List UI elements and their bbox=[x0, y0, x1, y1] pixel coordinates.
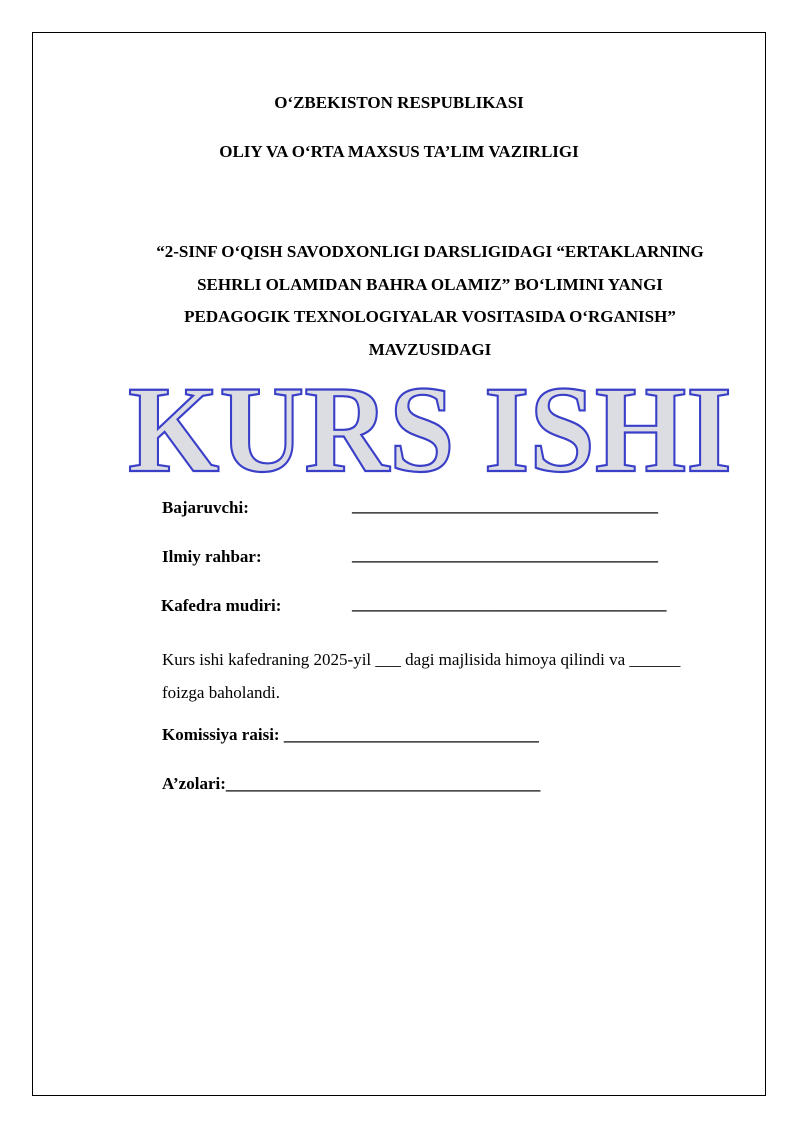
supervisor-blank: ____________________________________ bbox=[352, 545, 658, 564]
supervisor-label: Ilmiy rahbar: bbox=[162, 547, 262, 566]
work-title-line-4: MAVZUSIDAGI bbox=[368, 339, 492, 359]
kurs-ishi-text: KURS ISHI bbox=[128, 365, 732, 490]
work-title-line-3: PEDAGOGIK TEXNOLOGIYALAR VOSITASIDA O‘RGANISH” bbox=[184, 307, 676, 327]
work-title-line-2: SEHRLI OLAMIDAN BAHRA OLAMIZ” BO‘LIMINI YANGI bbox=[197, 274, 663, 294]
work-title-line-1: “2-SINF O‘QISH SAVODXONLIGI DARSLIGIDAGI “ERTAKLARNING bbox=[156, 242, 704, 261]
head-of-department-blank: _____________________________________ bbox=[352, 594, 667, 613]
performer-blank: ____________________________________ bbox=[352, 496, 658, 515]
head-of-department-label: Kafedra mudiri: bbox=[161, 596, 282, 615]
commission-chair: Komissiya raisi: ______________________________ bbox=[162, 725, 539, 744]
ministry-heading: OLIY VA O‘RTA MAXSUS TA’LIM VAZIRLIGI bbox=[219, 142, 579, 161]
performer-label: Bajaruvchi: bbox=[162, 498, 249, 517]
republic-heading: O‘ZBEKISTON RESPUBLIKASI bbox=[274, 93, 524, 112]
defense-paragraph bbox=[162, 643, 752, 709]
defense-paragraph-line-1: Kurs ishi kafedraning 2025-yil ___ dagi majlisida himoya qilindi va ______ bbox=[162, 650, 681, 669]
work-title bbox=[100, 236, 760, 366]
commission-members: A’zolari:_____________________________________ bbox=[162, 774, 541, 793]
defense-paragraph-line-2: foizga baholandi. bbox=[162, 683, 281, 702]
kurs-ishi-wordart bbox=[120, 365, 740, 490]
